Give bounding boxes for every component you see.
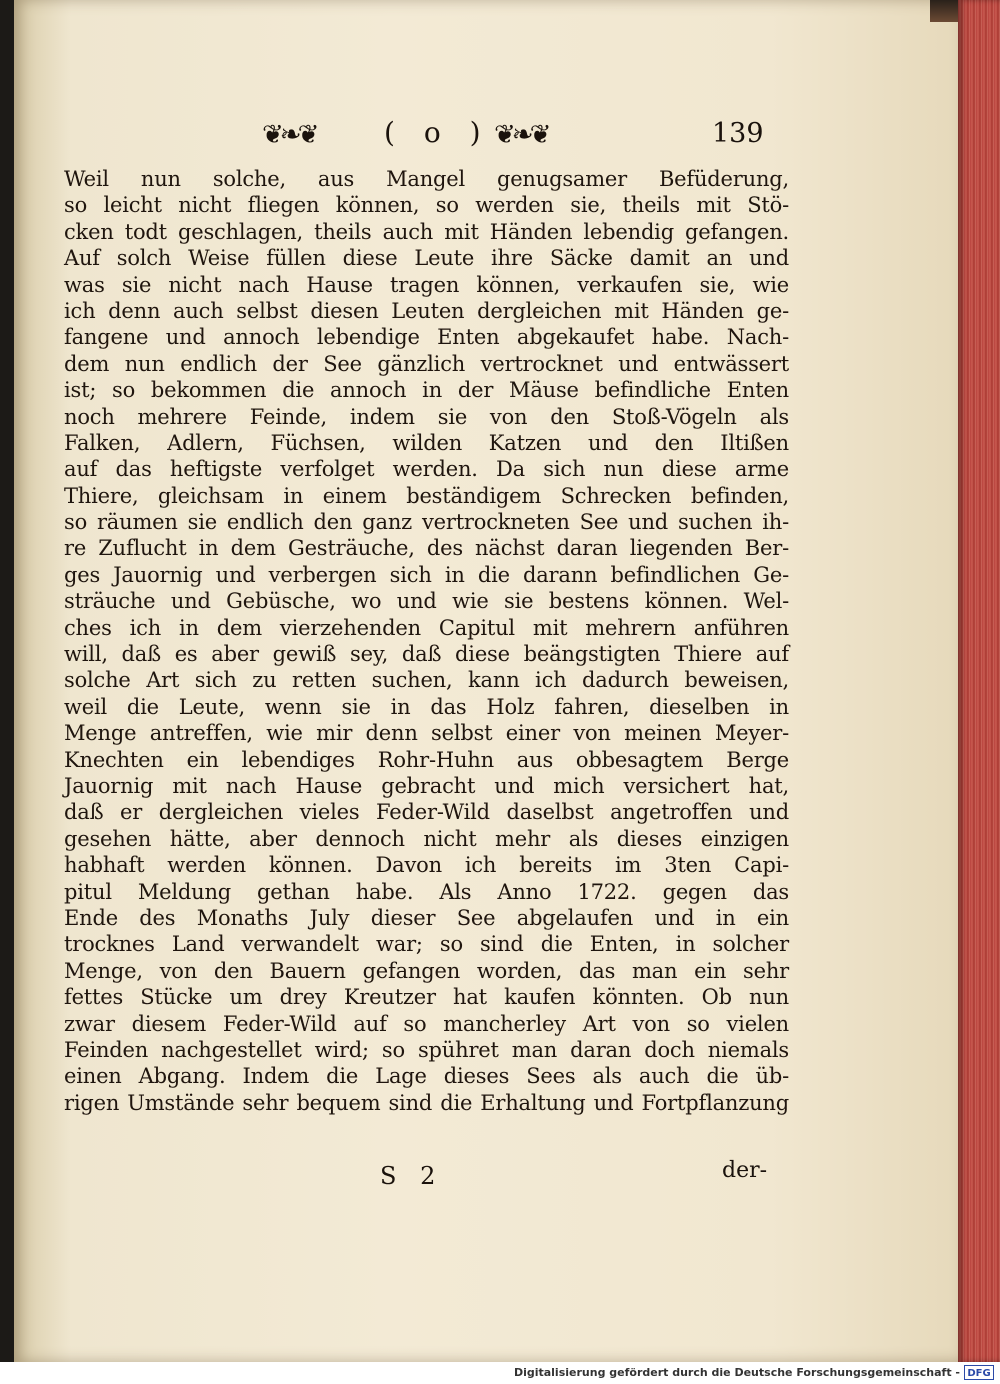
text-line: will, daß es aber gewiß sey, daß diese beängstigten Thiere auf xyxy=(64,642,789,667)
credit-text: Digitalisierung gefördert durch die Deutsche Forschungsgemeinschaft - xyxy=(513,1366,960,1379)
text-line: was sie nicht nach Hause tragen können, verkaufen sie, wie xyxy=(64,272,789,297)
text-line: pitul Meldung gethan habe. Als Anno 1722. gegen das xyxy=(64,879,789,904)
text-line: so leicht nicht fliegen können, so werden sie, theils mit Stö- xyxy=(64,193,789,218)
text-line: Falken, Adlern, Füchsen, wilden Katzen und den Iltißen xyxy=(64,430,789,455)
text-line: fangene und annoch lebendige Enten abgekaufet habe. Nach- xyxy=(64,325,789,350)
text-line: solche Art sich zu retten suchen, kann ich dadurch beweisen, xyxy=(64,668,789,693)
text-line: zwar diesem Feder-Wild auf so mancherley Art von so vielen xyxy=(64,1011,789,1036)
credit-bar xyxy=(0,1362,1000,1384)
header-signature: ( o ) xyxy=(384,116,491,149)
book-page xyxy=(14,0,959,1362)
body-text xyxy=(64,166,789,1116)
page-number: 139 xyxy=(712,118,764,149)
catchword: der- xyxy=(722,1158,768,1183)
text-line: sträuche und Gebüsche, wo und wie sie bestens können. Wel- xyxy=(64,589,789,614)
text-line: dem nun endlich der See gänzlich vertrocknet und entwässert xyxy=(64,351,789,376)
text-line: Thiere, gleichsam in einem beständigem Schrecken befinden, xyxy=(64,483,789,508)
text-line: trocknes Land verwandelt war; so sind die Enten, in solcher xyxy=(64,932,789,957)
text-line: re Zuflucht in dem Gesträuche, des nächst daran liegenden Ber- xyxy=(64,536,789,561)
text-line: rigen Umstände sehr bequem sind die Erhaltung und Fortpflanzung xyxy=(64,1090,789,1115)
text-line: fettes Stücke um drey Kreutzer hat kaufen könnten. Ob nun xyxy=(64,985,789,1010)
text-line: ich denn auch selbst diesen Leuten dergleichen mit Händen ge- xyxy=(64,298,789,323)
red-page-edges xyxy=(958,0,1000,1362)
ornament-right-icon: ❦❧❦ xyxy=(494,120,548,150)
text-line: Knechten ein lebendiges Rohr-Huhn aus obbesagtem Berge xyxy=(64,747,789,772)
page-header xyxy=(14,112,959,152)
text-line: auf das heftigste verfolget werden. Da sich nun diese arme xyxy=(64,457,789,482)
text-line: Jauornig mit nach Hause gebracht und mich versichert hat, xyxy=(64,773,789,798)
ornament-left-icon: ❦❧❦ xyxy=(262,120,316,150)
text-line: weil die Leute, wenn sie in das Holz fahren, dieselben in xyxy=(64,694,789,719)
text-line: Auf solch Weise füllen diese Leute ihre Säcke damit an und xyxy=(64,246,789,271)
text-line: einen Abgang. Indem die Lage dieses Sees als auch die üb- xyxy=(64,1064,789,1089)
footer-signature: S 2 xyxy=(380,1162,444,1190)
text-line: Menge, von den Bauern gefangen worden, das man ein sehr xyxy=(64,958,789,983)
dfg-logo-icon: DFG xyxy=(964,1365,994,1380)
text-line: noch mehrere Feinde, indem sie von den Stoß-Vögeln als xyxy=(64,404,789,429)
text-line: Feinden nachgestellet wird; so spühret man daran doch niemals xyxy=(64,1037,789,1062)
text-line: Weil nun solche, aus Mangel genugsamer Befüderung, xyxy=(64,167,789,191)
text-line: Menge antreffen, wie mir denn selbst einer von meinen Meyer- xyxy=(64,721,789,746)
text-line: so räumen sie endlich den ganz vertrockneten See und suchen ih- xyxy=(64,510,789,535)
text-line: ches ich in dem vierzehenden Capitul mit mehrern anführen xyxy=(64,615,789,640)
text-line: daß er dergleichen vieles Feder-Wild daselbst angetroffen und xyxy=(64,800,789,825)
text-line: Ende des Monaths July dieser See abgelaufen und in ein xyxy=(64,905,789,930)
text-line: habhaft werden können. Davon ich bereits im 3ten Capi- xyxy=(64,853,789,878)
text-line: ges Jauornig und verbergen sich in die darann befindlichen Ge- xyxy=(64,562,789,587)
text-line: gesehen hätte, aber dennoch nicht mehr als dieses einzigen xyxy=(64,826,789,851)
text-line: ist; so bekommen die annoch in der Mäuse befindliche Enten xyxy=(64,378,789,403)
text-line: cken todt geschlagen, theils auch mit Händen lebendig gefangen. xyxy=(64,219,789,244)
